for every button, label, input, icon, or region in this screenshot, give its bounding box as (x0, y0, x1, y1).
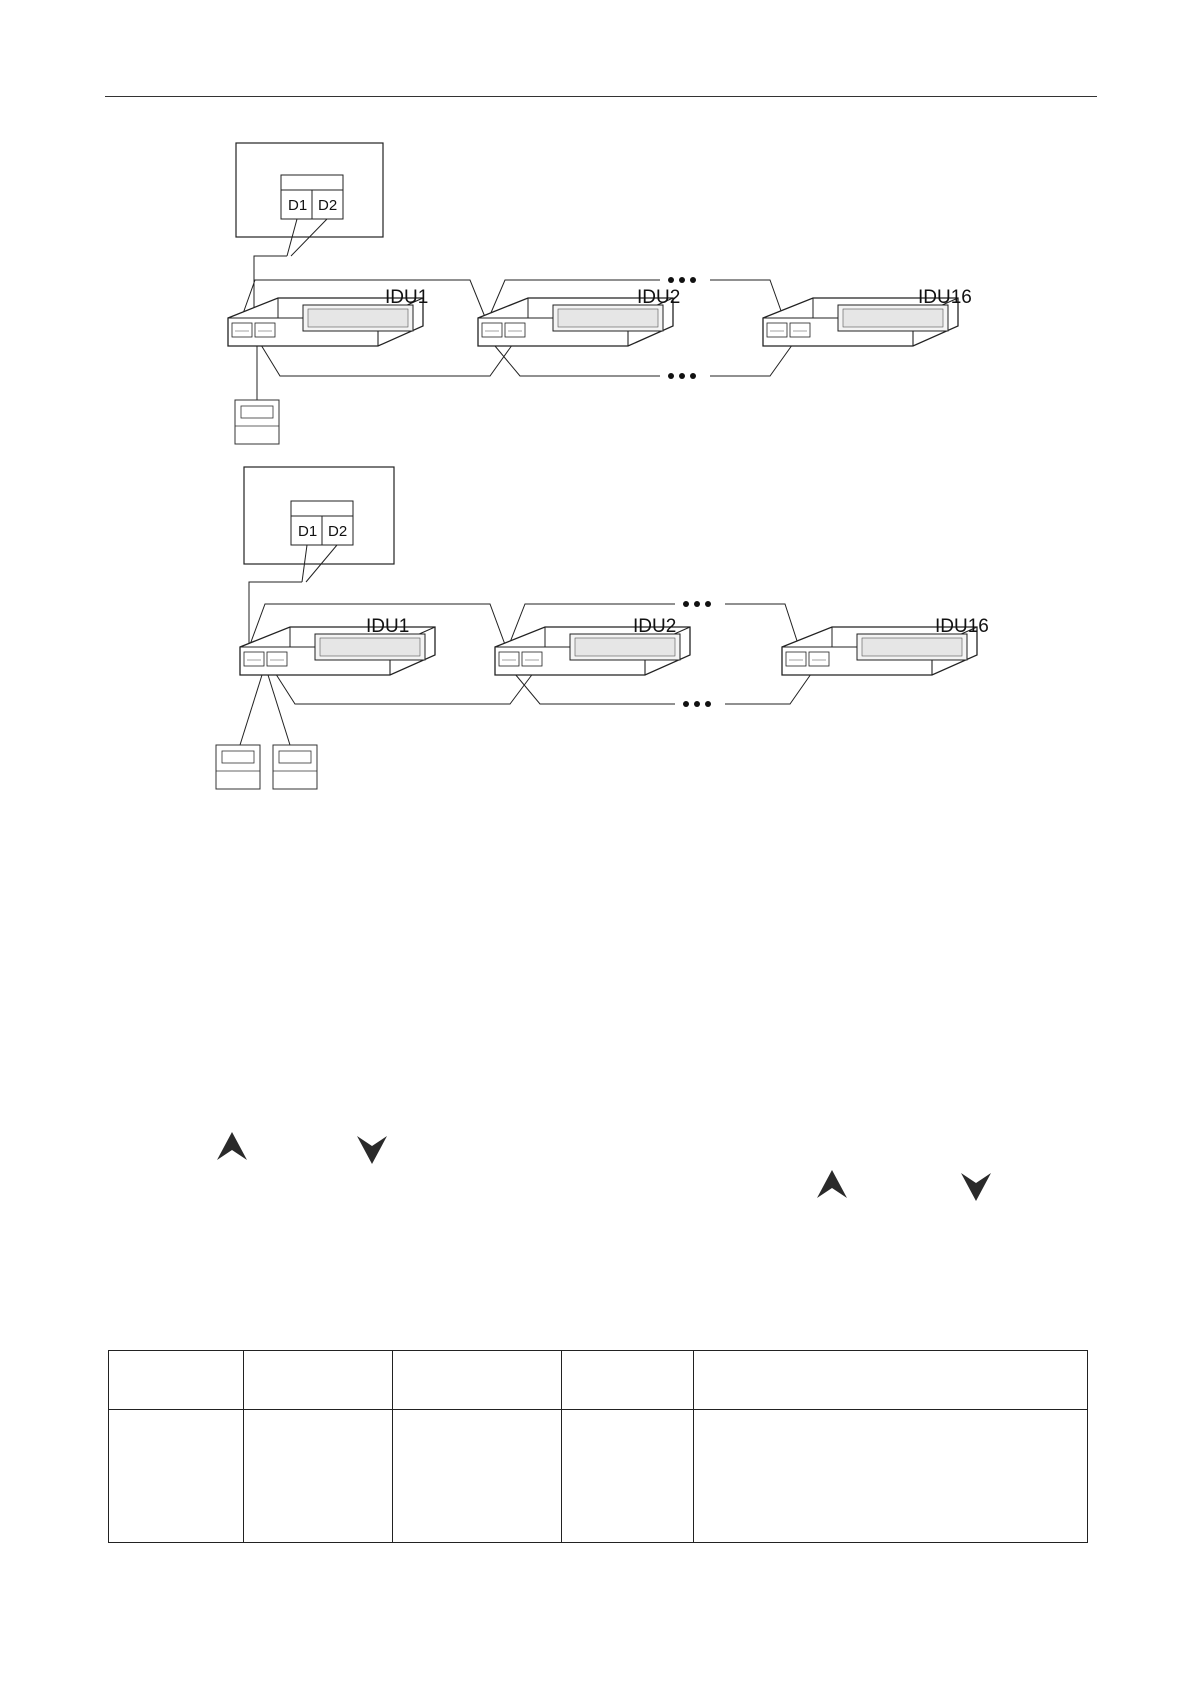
terminal-d2: D2 (318, 197, 338, 214)
table-row (109, 1410, 1088, 1543)
table-cell (109, 1410, 244, 1543)
down-arrow-icon (356, 1134, 388, 1164)
wired-controller (273, 745, 317, 789)
down-arrow-icon (960, 1171, 992, 1201)
table-cell (562, 1410, 694, 1543)
table-cell (694, 1410, 1088, 1543)
table-cell (109, 1351, 244, 1410)
table-cell (244, 1410, 393, 1543)
up-arrow-icon (216, 1132, 248, 1162)
idu-label: IDU16 (918, 287, 972, 308)
table-cell (244, 1351, 393, 1410)
terminal-d2: D2 (328, 523, 348, 540)
idu-label: IDU1 (366, 616, 410, 637)
up-arrow-icon (816, 1170, 848, 1200)
table-cell (393, 1351, 562, 1410)
spec-table (108, 1350, 1088, 1543)
wired-controller (235, 400, 279, 444)
table-cell (562, 1351, 694, 1410)
terminal-d1: D1 (288, 197, 308, 214)
idu-label: IDU2 (633, 616, 677, 637)
idu-label: IDU2 (637, 287, 681, 308)
table-cell (393, 1410, 562, 1543)
table-cell (694, 1351, 1088, 1410)
table-header-row (109, 1351, 1088, 1410)
idu-label: IDU1 (385, 287, 429, 308)
wired-controller (216, 745, 260, 789)
terminal-d1: D1 (298, 523, 318, 540)
idu-label: IDU16 (935, 616, 989, 637)
wiring-diagrams (0, 0, 1191, 820)
diagram-bottom (216, 467, 989, 789)
diagram-top (228, 143, 972, 444)
